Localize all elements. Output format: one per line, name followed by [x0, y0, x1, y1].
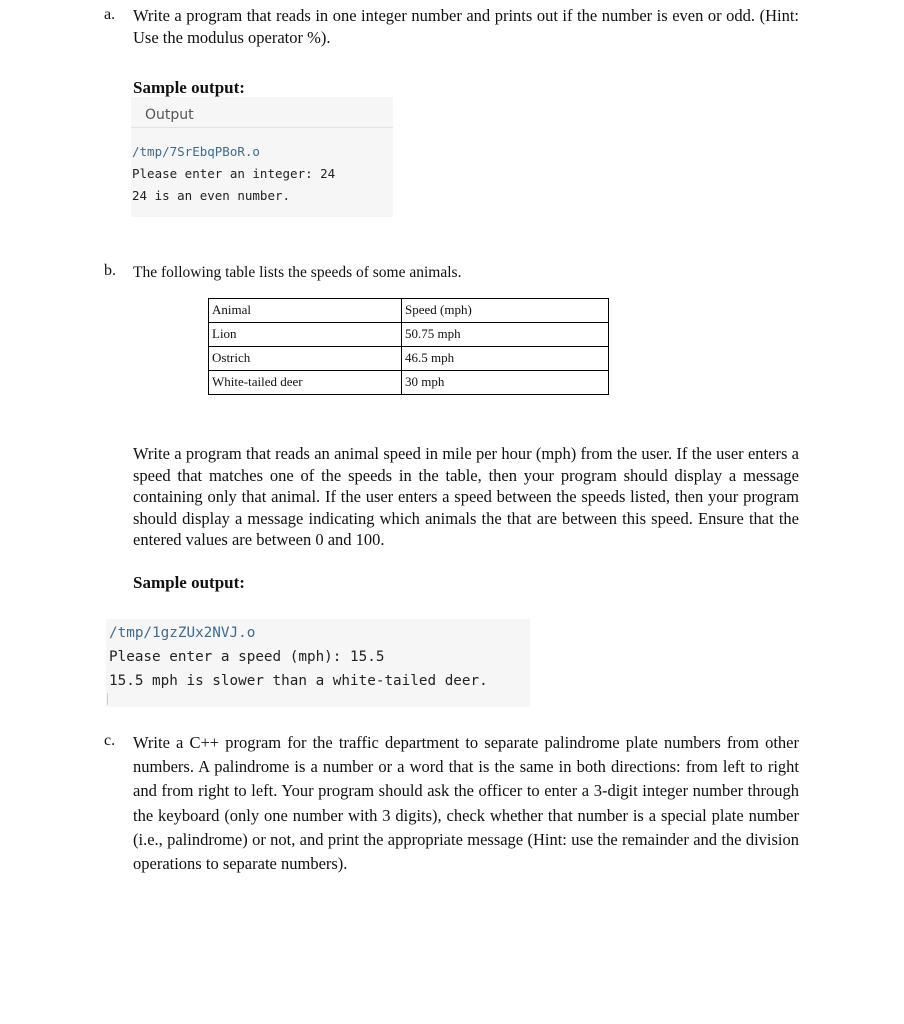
part-a-output-panel: [131, 97, 393, 217]
header-speed: Speed (mph): [402, 299, 609, 323]
cell-animal: Lion: [209, 323, 402, 347]
output-result-line: 24 is an even number.: [132, 188, 291, 203]
part-a-question: Write a program that reads in one integer number and prints out if the number is even or odd. (Hint: Use the modulus operator %).: [133, 6, 799, 47]
cell-speed: 46.5 mph: [402, 347, 609, 371]
output-path-line: /tmp/1gzZUx2NVJ.o: [109, 625, 256, 641]
table-row: [209, 347, 609, 371]
part-a-sample-label: Sample output:: [133, 78, 245, 97]
part-c-question: Write a C++ program for the traffic department to separate palindrome plate numbers from other numbers. A palindrome is a number or a word that is the same in both directions: from left to right and from right to left. Your program should ask the officer to enter a 3-digit integer number through the keyboard (only one number with 3 digits), check whether that number is a special plate number (i.e., palindrome) or not, and print the appropriate message (Hint: use the remainder and the division operations to separate numbers).: [133, 733, 799, 874]
cell-speed: 50.75 mph: [402, 323, 609, 347]
cell-animal: White-tailed deer: [209, 371, 402, 395]
part-b-intro: The following table lists the speeds of some animals.: [133, 264, 462, 281]
part-b-sample-label: Sample output:: [133, 573, 245, 592]
table-row: [209, 371, 609, 395]
cell-animal: Ostrich: [209, 347, 402, 371]
header-animal: Animal: [209, 299, 402, 323]
part-a-marker: a.: [104, 6, 116, 23]
output-header: Output: [131, 97, 393, 128]
part-c-marker: c.: [104, 732, 116, 749]
table-header-row: [209, 299, 609, 323]
part-b-question: Write a program that reads an animal speed in mile per hour (mph) from the user. If the user enters a speed that matches one of the speeds in the table, then your program should display a message containing only that animal. If the user enters a speed between the speeds listed, then your program should display a message indicating which animals the that are between this speed. Ensure that the entered values are between 0 and 100.: [133, 444, 799, 549]
animal-speed-table: [208, 298, 609, 395]
table-row: [209, 323, 609, 347]
output-prompt-line: Please enter an integer: 24: [132, 166, 336, 181]
part-b-output-panel: [106, 619, 530, 707]
output-prompt-line: Please enter a speed (mph): 15.5: [109, 649, 385, 665]
output-result-line: 15.5 mph is slower than a white-tailed deer.: [109, 673, 488, 689]
part-b-marker: b.: [104, 262, 116, 279]
output-path-line: /tmp/7SrEbqPBoR.o: [132, 144, 260, 159]
cell-speed: 30 mph: [402, 371, 609, 395]
